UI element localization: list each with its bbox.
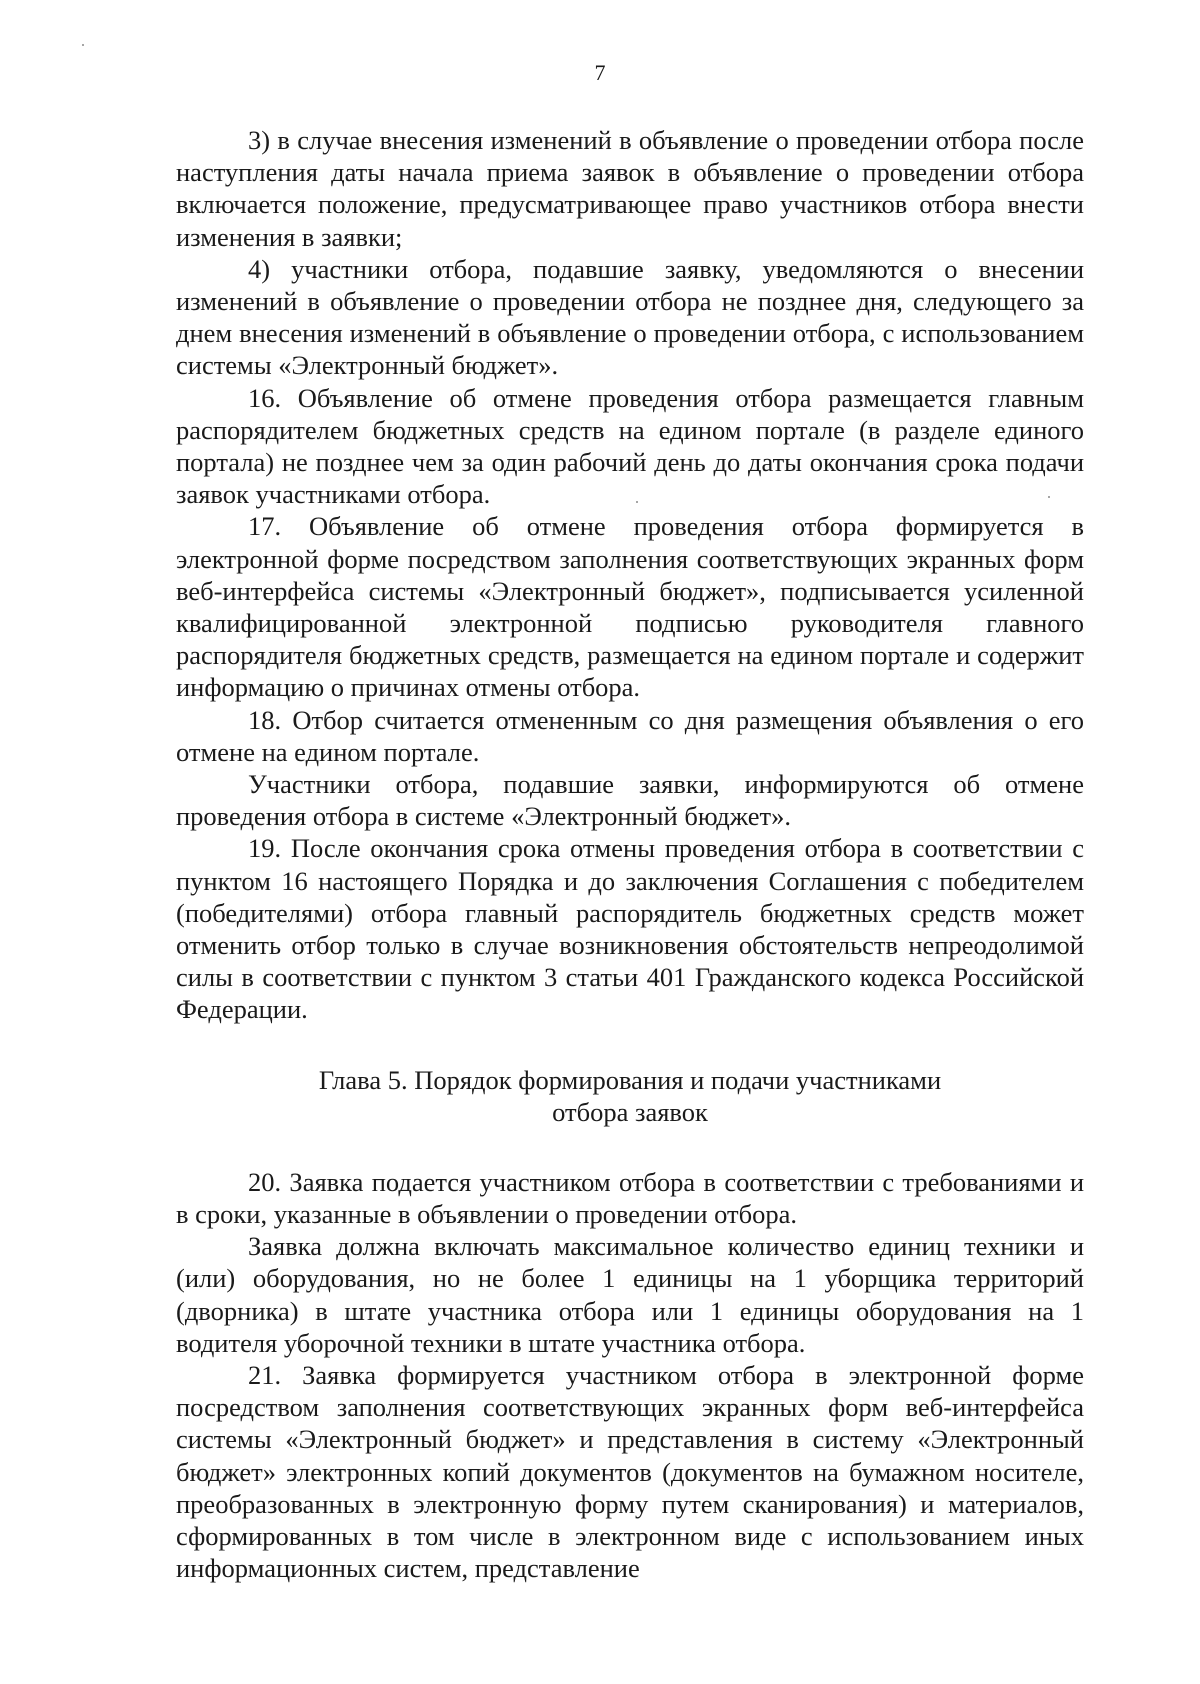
document-body: [176, 124, 1084, 1584]
paragraph-20: 20. Заявка подается участником отбора в соответствии с требованиями и в сроки, указанные в объявлении о проведении отбора.: [176, 1166, 1084, 1229]
paragraph-16: 16. Объявление об отмене проведения отбора размещается главным распорядителем бюджетных средств на едином портале (в разделе единого портала) не позднее чем за один рабочий день до даты окончания срока подачи заявок участниками отбора.: [176, 382, 1084, 510]
chapter-heading-line-1: Глава 5. Порядок формирования и подачи участниками: [318, 1064, 942, 1095]
paragraph-item-4: 4) участники отбора, подавшие заявку, уведомляются о внесении изменений в объявление о проведении отбора не позднее дня, следующего за днем внесения изменений в объявление о проведении отбора, с использованием системы «Электронный бюджет».: [176, 253, 1084, 381]
paragraph-item-3: 3) в случае внесения изменений в объявление о проведении отбора после наступления даты начала приема заявок в объявление о проведении отбора включается положение, предусматривающее право участников отбора внести изменения в заявки;: [176, 125, 1084, 252]
paragraph-18-continued: Участники отбора, подавшие заявки, информируются об отмене проведения отбора в системе «Электронный бюджет».: [176, 769, 1084, 832]
scan-speck: [636, 501, 638, 503]
paragraph-21: 21. Заявка формируется участником отбора в электронной форме посредством заполнения соответствующих экранных форм веб-интерфейса системы «Электронный бюджет» и представления в систему «Электронный бюджет» электронных копий документов (документов на бумажном носителе, преобразованных в электронную форму путем сканирования) и материалов, сформированных в том числе в электронном виде с использованием иных информационных систем, представление: [176, 1359, 1084, 1584]
paragraph-19: 19. После окончания срока отмены проведения отбора в соответствии с пунктом 16 настоящего Порядка и до заключения Соглашения с победителем (победителями) отбора главный распорядитель бюджетных средств может отменить отбор только в случае возникновения обстоятельств непреодолимой силы в соответствии с пунктом 3 статьи 401 Гражданского кодекса Российской Федерации.: [176, 833, 1084, 1025]
page-number: 7: [594, 60, 606, 85]
scan-speck: [1048, 496, 1050, 498]
paragraph-20-continued: Заявка должна включать максимальное количество единиц техники и (или) оборудования, но не более 1 единицы на 1 уборщика территорий (дворника) в штате участника отбора или 1 единицы оборудования на 1 водителя уборочной техники в штате участника отбора.: [176, 1231, 1084, 1358]
scan-speck: [82, 44, 84, 46]
chapter-heading: [176, 1064, 1084, 1128]
chapter-heading-line-2: отбора заявок: [552, 1096, 708, 1127]
paragraph-18: 18. Отбор считается отмененным со дня размещения объявления о его отмене на едином портале.: [176, 704, 1084, 767]
paragraph-17: 17. Объявление об отмене проведения отбора формируется в электронной форме посредством заполнения соответствующих экранных форм веб-интерфейса системы «Электронный бюджет», подписывается усиленной квалифицированной электронной подписью руководителя главного распорядителя бюджетных средств, размещается на едином портале и содержит информацию о причинах отмены отбора.: [176, 511, 1084, 703]
